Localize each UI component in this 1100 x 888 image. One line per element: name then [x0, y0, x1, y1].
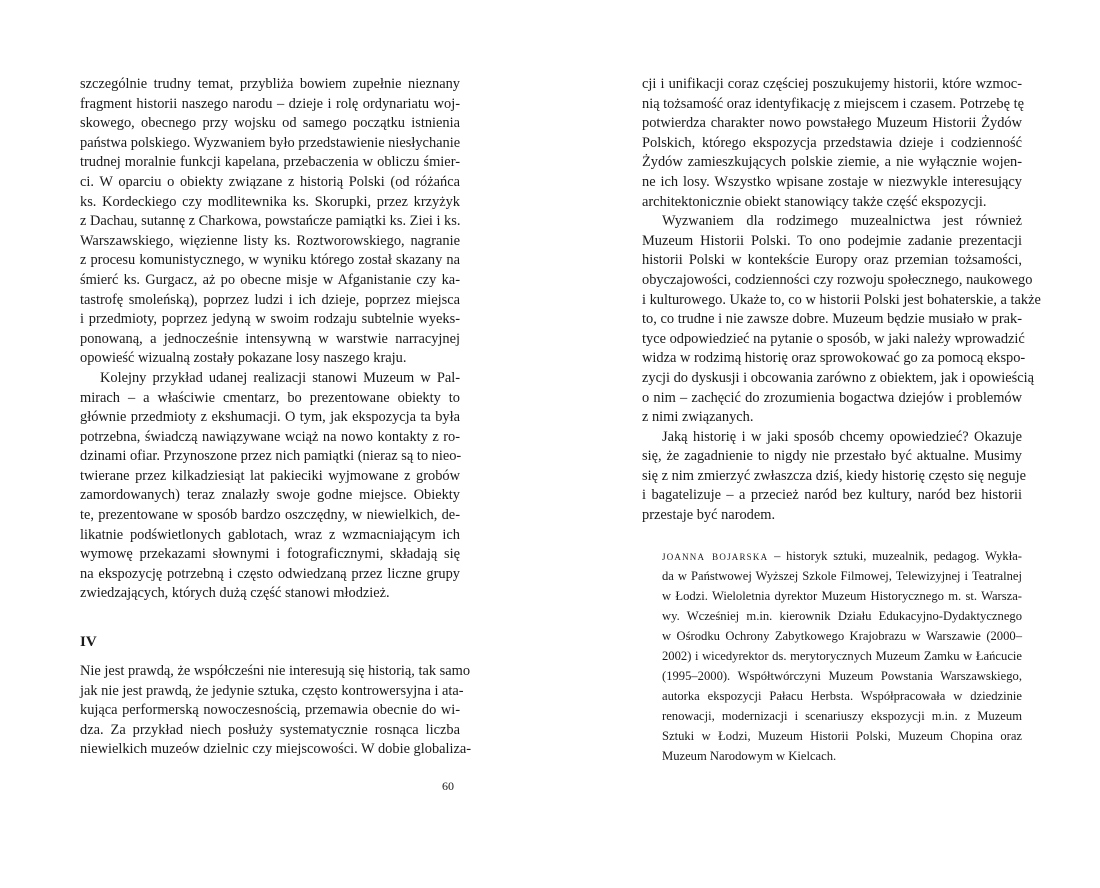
text-line: Warszawskiego, więzienne listy ks. Roztworowskiego, nagranie	[80, 232, 460, 249]
page-number: 60	[442, 779, 454, 793]
text-line: i bagatelizuje – a przecież naród bez kultury, naród bez historii	[642, 487, 1022, 504]
bio-line: Sztuki w Łodzi, Muzeum Historii Polski, Muzeum Chopina oraz	[662, 729, 1022, 743]
text-line: skowego, obecnego przy wojsku od samego początku istnienia	[80, 115, 460, 132]
text-line: jak nie jest prawdą, że jedynie sztuka, często kontrowersyjna i ata-	[80, 682, 464, 699]
text-line: nią tożsamość oraz identyfikację z miejscem i czasem. Potrzebę tę	[642, 95, 1024, 112]
bio-line: da w Państwowej Wyższej Szkole Filmowej, Telewizyjnej i Teatralnej	[662, 569, 1022, 583]
bio-line: Muzeum Narodowym w Kielcach.	[662, 749, 837, 763]
text-line: ne ich losy. Wszystko wpisane zostaje w niezwykle interesujący	[642, 173, 1022, 190]
text-line: przestaje być narodem.	[642, 507, 776, 524]
left-body-text	[80, 75, 460, 604]
text-line: Żydów zamieszkujących polskie ziemie, a nie wyłącznie wojen-	[642, 154, 1022, 171]
section-heading: IV	[80, 634, 97, 650]
text-line: i kulturowego. Ukaże to, co w historii Polski jest bohaterskie, a także	[642, 291, 1041, 308]
bio-line: 2002) i wicedyrektor ds. merytorycznych Muzeum Zamku w Łańcucie	[662, 649, 1022, 663]
bio-first-line-text: – historyk sztuki, muzealnik, pedagog. Wykła-	[768, 549, 1022, 563]
right-body-text	[642, 75, 1041, 526]
bio-line: renowacji, modernizacji i scenariuszy ekspozycji m.in. z Muzeum	[662, 709, 1022, 723]
text-line: z Dachau, sutannę z Charkowa, powstańcze pamiątki ks. Ziei i ks.	[80, 213, 461, 230]
text-line: fragment historii naszego narodu – dzieje i rolę ordynariatu woj-	[80, 95, 460, 112]
bio-first-line	[662, 546, 1022, 566]
text-line: o nim – zachęcić do zrozumienia bogactwa dziejów i problemów	[642, 389, 1022, 406]
text-line: ponowaną, a jednocześnie intensywną w warstwie narracyjnej	[80, 330, 460, 347]
text-line: Kolejny przykład udanej realizacji stanowi Muzeum w Pal-	[100, 369, 460, 386]
text-line: zamordowanych) teraz znalazły swoje godne miejsce. Obiekty	[80, 487, 460, 504]
text-line: dza. Za przykład niech posłuży systematycznie rosnąca liczba	[80, 721, 460, 738]
text-line: się, że zagadnienie to nigdy nie przestało być aktualne. Musimy	[642, 448, 1022, 465]
text-line: się z nim zmierzyć zwłaszcza dziś, kiedy historię często się neguje	[642, 467, 1026, 484]
bio-line: (1995–2000). Współtwórczyni Muzeum Powstania Warszawskiego,	[662, 669, 1022, 683]
text-line: trudnej moralnie funkcji kapelana, przebaczenia w obliczu śmier-	[80, 154, 460, 171]
text-line: ci. W oparciu o obiekty związane z historią Polski (od różańca	[80, 173, 460, 190]
text-line: dzinami ofiar. Przynoszone przez nich pamiątki (nieraz są to nieo-	[80, 448, 462, 465]
text-line: śmierć ks. Gurgacz, aż po obecne misje w Afganistanie czy ka-	[80, 271, 460, 288]
text-line: likatnie podświetlonych gablotach, wraz z wzmacniającym ich	[80, 526, 460, 543]
text-line: kująca performerską nowoczesnością, przemawia obecnie do wi-	[80, 702, 460, 719]
text-line: potrzebna, świadczą nawiązywane wciąż na nowo kontakty z ro-	[80, 428, 460, 445]
text-line: historii Polski w kontekście Europy oraz przemian tożsamości,	[642, 252, 1022, 269]
bio-line: autorka ekspozycji Pałacu Herbsta. Współpracowała w dziedzinie	[662, 689, 1022, 703]
text-line: to, co trudne i nie zawsze dobre. Muzeum będzie musiało w prak-	[642, 311, 1022, 328]
text-line: zycji do dyskusji i obcowania zarówno z obiektem, jak i opowieścią	[642, 369, 1035, 386]
text-line: opowieść wizualną zostały pokazane losy naszego kraju.	[80, 350, 407, 367]
bio-line: wy. Wcześniej m.in. kierownik Działu Edukacyjno-Dydaktycznego	[662, 609, 1022, 623]
section-text	[80, 662, 472, 760]
text-line: z procesu komunistycznego, w wyniku którego został skazany na	[80, 252, 460, 269]
text-line: mirach – a właściwie cmentarz, bo prezentowane obiekty to	[80, 389, 460, 406]
text-line: Polskich, którego ekspozycja przedstawia dzieje i codzienność	[642, 134, 1022, 151]
text-line: na ekspozycję potrzebną i często odwiedzaną przez liczne grupy	[80, 565, 460, 582]
text-line: te, prezentowane w sposób bardzo oszczędny, w niewielkich, de-	[80, 507, 460, 524]
text-line: potwierdza charakter nowo powstałego Muzeum Historii Żydów	[642, 115, 1022, 132]
text-line: widza w rodzimą historię oraz sprowokować go za pomocą ekspo-	[642, 350, 1026, 367]
text-line: Jaką historię i w jaki sposób chcemy opowiedzieć? Okazuje	[662, 428, 1022, 445]
text-line: Nie jest prawdą, że współcześni nie interesują się historią, tak samo	[80, 663, 471, 679]
text-line: z nimi związanych.	[642, 409, 754, 426]
text-line: cji i unifikacji coraz częściej poszukujemy historii, które wzmoc-	[642, 76, 1022, 92]
bio-line: w Ośrodku Ochrony Zabytkowego Krajobrazu w Warszawie (2000–	[662, 629, 1022, 643]
text-line: Wyzwaniem dla rodzimego muzealnictwa jest również	[662, 213, 1022, 230]
text-line: zwiedzających, których dużą część stanowi młodzież.	[80, 585, 390, 602]
text-line: i przedmioty, poprzez jedyną w swoim rodzaju subtelnie wyeks-	[80, 311, 460, 328]
text-line: państwa polskiego. Wyzwaniem było przedstawienie niesłychanie	[80, 134, 461, 151]
text-line: wymowę przekazami słownymi i fotograficznymi, składają się	[80, 546, 460, 563]
author-bio	[662, 546, 1022, 766]
text-line: głównie przedmioty z ekshumacji. O tym, jak ekspozycja ta była	[80, 409, 460, 426]
text-line: obyczajowości, codzienności czy rozwoju społecznego, naukowego	[642, 271, 1033, 288]
text-line: tastrofę smoleńską), poprzez ludzi i ich dzieje, poprzez miejsca	[80, 291, 460, 308]
text-line: ks. Kordeckiego czy modlitewnika ks. Skorupki, przez krzyżyk	[80, 193, 460, 210]
text-line: architektonicznie obiekt stanowiący także część ekspozycji.	[642, 193, 987, 210]
text-line: szczególnie trudny temat, przybliża bowiem zupełnie nieznany	[80, 76, 460, 92]
text-line: tyce odpowiedzieć na pytanie o sposób, w jaki należy wprowadzić	[642, 330, 1025, 347]
right-page	[550, 0, 1100, 888]
text-line: Muzeum Historii Polski. To ono podejmie zadanie prezentacji	[642, 232, 1022, 249]
text-line: twierane przez kilkadziesiąt lat pakieciki wyjmowane z grobów	[80, 467, 460, 484]
text-line: niewielkich muzeów dzielnic czy miejscowości. W dobie globaliza-	[80, 741, 472, 758]
bio-line: w Łodzi. Wieloletnia dyrektor Muzeum Historycznego m. st. Warsza-	[662, 589, 1022, 603]
author-name: joanna bojarska	[662, 549, 769, 563]
